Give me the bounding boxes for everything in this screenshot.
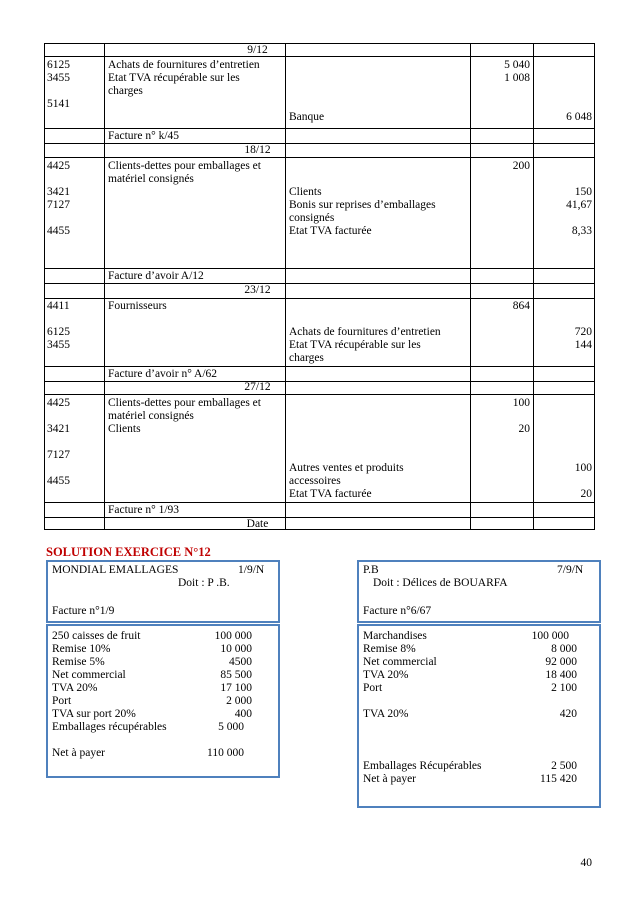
invoice-line-label: TVA 20% xyxy=(363,669,409,681)
credit-labels xyxy=(289,326,441,365)
amount: 200 xyxy=(512,160,530,172)
debit-amounts xyxy=(513,160,530,173)
invoice-line-amount: 400 xyxy=(234,708,252,720)
account-label: charges xyxy=(289,352,324,364)
invoice-line-amount: 100 000 xyxy=(214,630,252,642)
invoice-line-amount: 18 400 xyxy=(545,669,577,681)
account-number: 7127 xyxy=(47,449,70,461)
credit-labels xyxy=(289,462,404,501)
invoice-doit: Doit : P .B. xyxy=(178,577,230,589)
invoice-line-amount: 2 100 xyxy=(551,682,577,694)
piece-reference: Facture d’avoir A/12 xyxy=(108,270,204,282)
credit-labels xyxy=(289,111,324,124)
invoice-labels xyxy=(363,630,481,786)
row-divider xyxy=(45,366,594,367)
debit-labels xyxy=(108,300,167,313)
account-number: 4455 xyxy=(47,475,70,487)
debit-amounts xyxy=(513,397,530,436)
invoice-line-label: Port xyxy=(363,682,383,694)
amount: 100 xyxy=(574,462,592,474)
account-label: Achats de fournitures d’entretien xyxy=(108,59,260,71)
invoice-labels xyxy=(52,630,167,760)
invoice-line-label: 250 caisses de fruit xyxy=(52,630,141,642)
invoice-line-amount: 10 000 xyxy=(220,643,252,655)
column-divider xyxy=(470,44,471,529)
account-label: Clients-dettes pour emballages et xyxy=(108,397,261,409)
invoice-line-label: TVA 20% xyxy=(363,708,409,720)
account-number: 3455 xyxy=(47,72,70,84)
account-label: Etat TVA facturée xyxy=(289,488,372,500)
amount: 1 008 xyxy=(504,72,530,84)
credit-amounts xyxy=(575,326,592,352)
invoice-line-amount: 5 000 xyxy=(218,721,244,733)
debit-labels xyxy=(108,59,260,98)
account-numbers xyxy=(47,300,70,352)
invoice-line-amount: 420 xyxy=(559,708,577,720)
debit-amounts xyxy=(504,59,530,85)
invoice-line-label: Net commercial xyxy=(52,669,126,681)
invoice-seller: MONDIAL EMALLAGES xyxy=(52,564,179,576)
entry-date: 27/12 xyxy=(244,381,271,393)
row-divider xyxy=(45,157,594,158)
invoice-line-amount: 115 420 xyxy=(540,773,577,785)
invoice-right-body xyxy=(357,624,601,808)
piece-reference: Facture n° 1/93 xyxy=(108,504,180,516)
amount: 5 040 xyxy=(504,59,530,71)
account-label: Clients xyxy=(289,186,322,198)
account-number: 3421 xyxy=(47,423,70,435)
invoice-line-amount: 100 000 xyxy=(531,630,569,642)
invoice-line-amount: 17 100 xyxy=(220,682,252,694)
invoice-line-label: Remise 8% xyxy=(363,643,416,655)
account-label: Clients xyxy=(108,423,141,435)
row-divider xyxy=(45,394,594,395)
entry-date: 23/12 xyxy=(244,284,271,296)
invoice-right-header xyxy=(357,560,601,623)
invoice-line-label: TVA sur port 20% xyxy=(52,708,136,720)
credit-amounts xyxy=(575,462,592,501)
invoice-amounts xyxy=(532,630,577,786)
invoice-line-label: Remise 10% xyxy=(52,643,111,655)
account-number: 4455 xyxy=(47,225,70,237)
account-number: 3421 xyxy=(47,186,70,198)
piece-reference: Facture d’avoir n° A/62 xyxy=(108,368,218,380)
invoice-line-amount: 2 000 xyxy=(226,695,252,707)
account-label: Clients-dettes pour emballages et xyxy=(108,160,261,172)
row-divider xyxy=(45,502,594,503)
account-number: 3455 xyxy=(47,339,70,351)
account-number: 6125 xyxy=(47,326,70,338)
account-number: 4411 xyxy=(47,300,70,312)
invoice-amounts xyxy=(207,630,252,760)
account-label: consignés xyxy=(289,212,335,224)
invoice-line-amount: 4500 xyxy=(229,656,252,668)
row-divider xyxy=(45,298,594,299)
solution-title: SOLUTION EXERCICE N°12 xyxy=(46,545,211,559)
account-number: 4425 xyxy=(47,397,70,409)
amount: 150 xyxy=(574,186,592,198)
amount: 720 xyxy=(574,326,592,338)
account-label: Achats de fournitures d’entretien xyxy=(289,326,441,338)
account-number: 5141 xyxy=(47,98,70,110)
account-label: accessoires xyxy=(289,475,341,487)
account-numbers xyxy=(47,59,70,111)
account-label: Bonis sur reprises d’emballages xyxy=(289,199,436,211)
amount: 144 xyxy=(574,339,592,351)
invoice-line-label: Port xyxy=(52,695,72,707)
account-number: 7127 xyxy=(47,199,70,211)
row-divider xyxy=(45,268,594,269)
invoice-line-label: Remise 5% xyxy=(52,656,105,668)
invoice-seller: P.B xyxy=(363,564,379,576)
invoice-line-amount: 92 000 xyxy=(545,656,577,668)
account-numbers xyxy=(47,160,70,238)
invoice-date: 7/9/N xyxy=(557,564,584,576)
footer-date: Date xyxy=(246,518,269,530)
entry-date: 18/12 xyxy=(244,144,271,156)
invoice-line-label: Emballages récupérables xyxy=(52,721,167,733)
invoice-number: Facture n°1/9 xyxy=(52,605,115,617)
journal-table xyxy=(44,43,595,530)
account-numbers xyxy=(47,397,70,488)
invoice-date: 1/9/N xyxy=(238,564,265,576)
invoice-line-label: Marchandises xyxy=(363,630,427,642)
credit-amounts xyxy=(566,186,592,238)
account-number: 6125 xyxy=(47,59,70,71)
account-label: Etat TVA récupérable sur les xyxy=(289,339,421,351)
account-label: Etat TVA récupérable sur les xyxy=(108,72,240,84)
invoice-doit: Doit : Délices de BOUARFA xyxy=(373,577,508,589)
invoice-line-amount: 8 000 xyxy=(551,643,577,655)
amount: 41,67 xyxy=(566,199,592,211)
credit-labels xyxy=(289,186,436,238)
account-label: Autres ventes et produits xyxy=(289,462,404,474)
debit-labels xyxy=(108,397,261,436)
account-label: matériel consignés xyxy=(108,173,194,185)
invoice-line-label: Emballages Récupérables xyxy=(363,760,482,772)
row-divider xyxy=(45,128,594,129)
account-label: charges xyxy=(108,85,143,97)
account-label: Banque xyxy=(289,111,325,123)
amount: 100 xyxy=(512,397,530,409)
credit-amounts xyxy=(566,111,592,124)
amount: 20 xyxy=(518,423,530,435)
amount: 20 xyxy=(580,488,592,500)
invoice-line-amount: 2 500 xyxy=(551,760,577,772)
account-label: matériel consignés xyxy=(108,410,194,422)
page-number: 40 xyxy=(580,857,592,869)
debit-amounts xyxy=(513,300,530,313)
amount: 6 048 xyxy=(566,111,592,123)
debit-labels xyxy=(108,160,261,186)
piece-reference: Facture n° k/45 xyxy=(108,130,180,142)
invoice-line-label: Net commercial xyxy=(363,656,437,668)
amount: 864 xyxy=(512,300,530,312)
invoice-line-label: Net à payer xyxy=(363,773,416,785)
account-label: Etat TVA facturée xyxy=(289,225,372,237)
amount: 8,33 xyxy=(571,225,592,237)
invoice-line-label: Net à payer xyxy=(52,747,105,759)
entry-date: 9/12 xyxy=(247,44,268,56)
account-number: 4425 xyxy=(47,160,70,172)
invoice-number: Facture n°6/67 xyxy=(363,605,432,617)
invoice-line-amount: 110 000 xyxy=(207,747,244,759)
invoice-line-label: TVA 20% xyxy=(52,682,98,694)
invoice-line-amount: 85 500 xyxy=(220,669,252,681)
invoice-left-header xyxy=(46,560,280,623)
invoice-left-body xyxy=(46,624,280,778)
account-label: Fournisseurs xyxy=(108,300,167,312)
column-divider xyxy=(533,44,534,529)
